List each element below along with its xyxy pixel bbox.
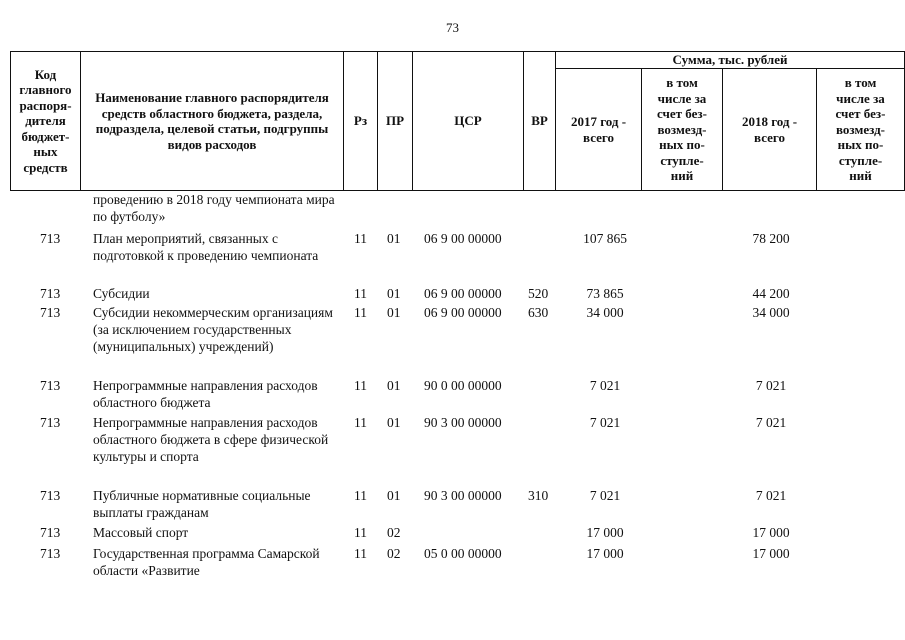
row-rz: 11 — [354, 231, 367, 246]
row-vr: 630 — [528, 305, 549, 320]
row-rz: 11 — [354, 488, 367, 503]
row-kod: 713 — [40, 305, 61, 320]
header-sum: Сумма, тыс. рублей — [672, 52, 788, 68]
row-sum-2018: 17 000 — [752, 546, 790, 561]
table-header — [10, 51, 905, 191]
row-csr: 90 3 00 00000 — [424, 488, 502, 503]
row-sum-2018: 17 000 — [752, 525, 790, 540]
header-2017-total: 2017 год - всего — [570, 114, 627, 145]
row-rz: 11 — [354, 286, 367, 301]
row-rz: 11 — [354, 415, 367, 430]
row-sum-2018: 7 021 — [755, 415, 787, 430]
header-2018-total: 2018 год - всего — [741, 114, 798, 145]
row-pr: 01 — [387, 231, 401, 246]
row-vr: 520 — [528, 286, 549, 301]
row-pr: 01 — [387, 305, 401, 320]
row-name: Государственная программа Самарской области «Развитие — [93, 546, 320, 578]
row-vr: 310 — [528, 488, 549, 503]
row-pr: 01 — [387, 286, 401, 301]
row-sum-2018: 7 021 — [755, 378, 787, 393]
header-pr: ПР — [385, 113, 405, 129]
row-sum-2018: 78 200 — [752, 231, 790, 246]
row-name: Массовый спорт — [93, 525, 189, 540]
row-sum-2017: 17 000 — [586, 525, 624, 540]
row-sum-2017: 34 000 — [586, 305, 624, 320]
row-csr: 06 9 00 00000 — [424, 305, 502, 320]
row-sum-2017: 7 021 — [589, 488, 621, 503]
row-rz: 11 — [354, 525, 367, 540]
row-csr: 06 9 00 00000 — [424, 286, 502, 301]
row-csr: 05 0 00 00000 — [424, 546, 502, 561]
row-pr: 02 — [387, 525, 401, 540]
row-kod: 713 — [40, 231, 61, 246]
row-kod: 713 — [40, 286, 61, 301]
row-rz: 11 — [354, 378, 367, 393]
row-pr: 01 — [387, 415, 401, 430]
row-kod: 713 — [40, 546, 61, 561]
row-pr: 01 — [387, 378, 401, 393]
row-sum-2017: 7 021 — [589, 415, 621, 430]
row-name: Субсидии некоммерческим организациям (за исключением государственных (муниципальных) учреждений) — [93, 305, 333, 354]
header-kod: Код главного распоря-дителя бюджет-ных средств — [19, 66, 72, 175]
page-number: 73 — [446, 20, 459, 35]
row-rz: 11 — [354, 305, 367, 320]
row-sum-2017: 107 865 — [583, 231, 627, 246]
row-sum-2017: 7 021 — [589, 378, 621, 393]
row-pr: 01 — [387, 488, 401, 503]
row-sum-2017: 17 000 — [586, 546, 624, 561]
row-sum-2017: 73 865 — [586, 286, 624, 301]
header-2017-incl: в том числе за счет без-возмезд-ных по-ступле-ний — [657, 75, 707, 184]
row-pr: 02 — [387, 546, 401, 561]
row-kod: 713 — [40, 415, 61, 430]
row-csr: 06 9 00 00000 — [424, 231, 502, 246]
row-name: Публичные нормативные социальные выплаты гражданам — [93, 488, 311, 520]
header-name: Наименование главного распорядителя средств областного бюджета, раздела, подраздела, целевой статьи, подгруппы видов расходов — [95, 90, 329, 152]
row-sum-2018: 7 021 — [755, 488, 787, 503]
row-sum-2018: 34 000 — [752, 305, 790, 320]
header-vr: ВР — [531, 113, 548, 129]
row-name: Непрограммные направления расходов областного бюджета в сфере физической культуры и спорта — [93, 415, 329, 464]
row-name: План мероприятий, связанных с подготовкой к проведению чемпионата — [93, 231, 319, 263]
row-name: Непрограммные направления расходов областного бюджета — [93, 378, 318, 410]
row-rz: 11 — [354, 546, 367, 561]
row-kod: 713 — [40, 488, 61, 503]
row-name: проведению в 2018 году чемпионата мира по футболу» — [93, 192, 335, 224]
row-kod: 713 — [40, 378, 61, 393]
row-name: Субсидии — [93, 286, 150, 301]
header-rz: Рз — [353, 113, 368, 129]
row-sum-2018: 44 200 — [752, 286, 790, 301]
header-2018-incl: в том числе за счет без-возмезд-ных по-ступле-ний — [835, 75, 886, 184]
row-kod: 713 — [40, 525, 61, 540]
header-csr: ЦСР — [454, 113, 482, 129]
row-csr: 90 0 00 00000 — [424, 378, 502, 393]
row-csr: 90 3 00 00000 — [424, 415, 502, 430]
